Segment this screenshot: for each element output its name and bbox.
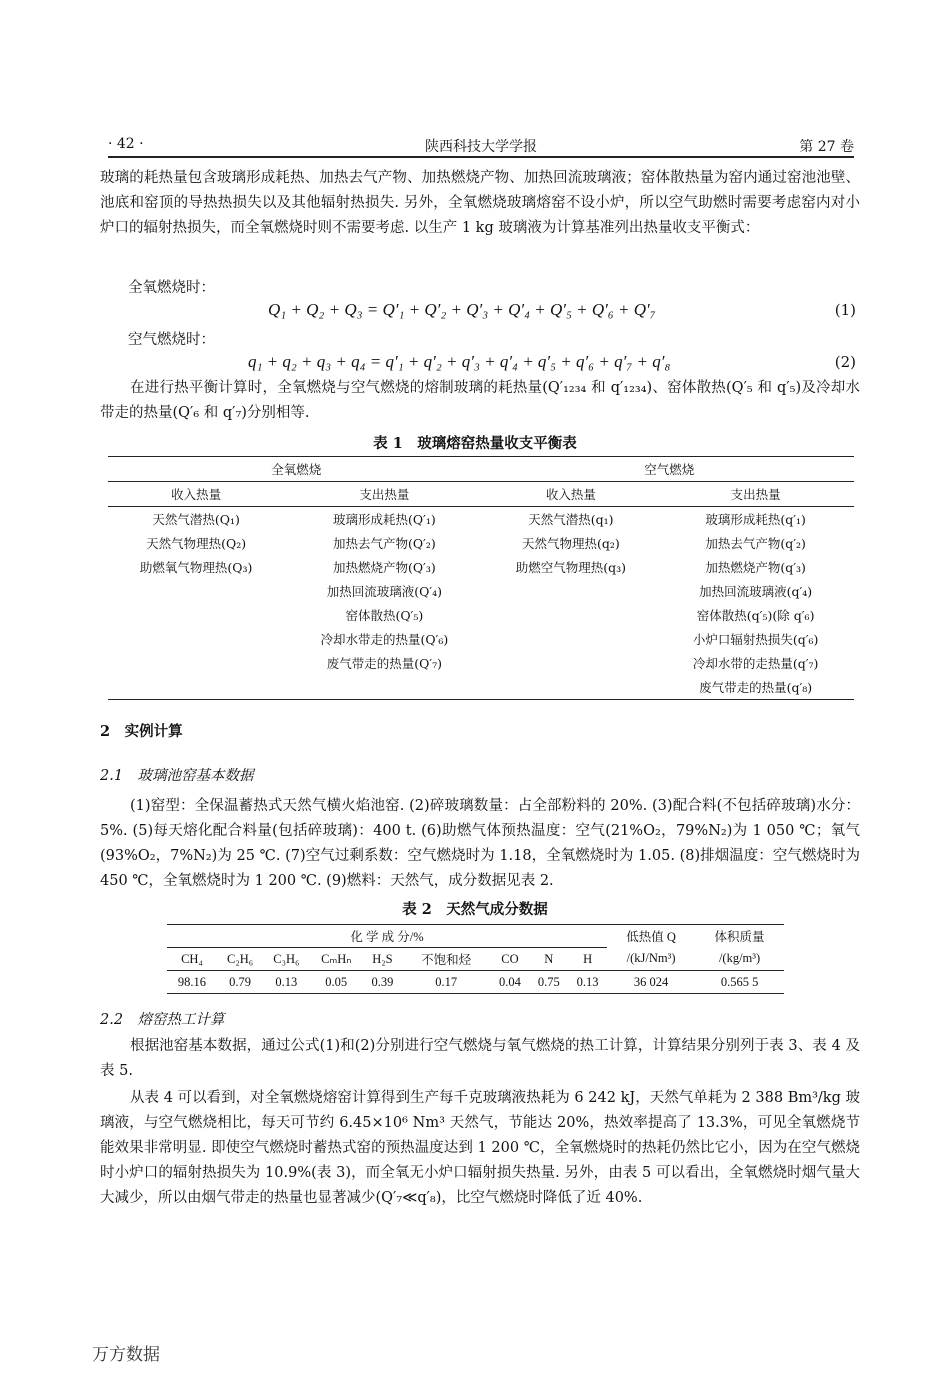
col-expense: 支出热量 <box>284 482 484 507</box>
table-row <box>108 555 854 579</box>
table-row <box>108 531 854 555</box>
col-ch4: CH₄ <box>181 951 203 966</box>
table-row <box>108 603 854 627</box>
calc-paragraph-1: 根据池窑基本数据，通过公式(1)和(2)分别进行空气燃烧与氧气燃烧的热工计算，计算结果分别列于表 3、表 4 及表 5. <box>100 1038 860 1079</box>
table-cell: 天然气潜热(q₁) <box>528 512 614 527</box>
col-income: 收入热量 <box>108 482 284 507</box>
table2-caption: 表 2 天然气成分数据 <box>402 901 548 918</box>
footer-watermark: 万方数据 <box>92 1345 160 1365</box>
table-cell: 0.05 <box>325 974 348 989</box>
table-cell <box>108 627 284 651</box>
table-cell: 加热去气产物(q′₂) <box>705 536 806 551</box>
table-cell: 98.16 <box>177 974 207 989</box>
eq2-label: 空气燃烧时： <box>128 332 215 348</box>
composition-group-header: 化 学 成 分/% <box>167 925 607 948</box>
data-paragraph: (1)窑型：全保温蓄热式天然气横火焰池窑. (2)碎玻璃数量：占全部粉料的 20%. (3)配合料(不包括碎玻璃)水分：5%. (5)每天熔化配合料量(包括碎玻璃)：400 t. (6)助燃气体预热温度：空气(21%O₂，79%N₂)为 1 050 ℃；氧气(93%O₂，7%N₂)为 25 ℃. (7)空气过剩系数：空气燃烧时为 1.18，全氧燃烧时为 1.05. (8)排烟温度：空气燃烧时为 450 ℃，全氧燃烧时为 1 200 ℃. (9)燃料：天然气，成分数据见表 2. <box>100 798 860 889</box>
col-h2s: H₂S <box>372 951 393 966</box>
table-cell: 玻璃形成耗热(Q′₁) <box>332 512 436 527</box>
heat-balance-table <box>108 456 854 700</box>
table-cell <box>108 603 284 627</box>
table-cell: 0.39 <box>371 974 394 989</box>
table-cell: 窑体散热(q′₅)(除 q′₆) <box>696 608 815 623</box>
table-cell: 玻璃形成耗热(q′₁) <box>705 512 806 527</box>
table-cell <box>485 651 658 675</box>
col-expense: 支出热量 <box>657 482 854 507</box>
calc-paragraph-2: 从表 4 可以看到，对全氧燃烧熔窑计算得到生产每千克玻璃液热耗为 6 242 kJ，天然气单耗为 2 388 Bm³/kg 玻璃液，与空气燃烧相比，每天可节约 6.45×10⁶ Nm³ 天然气，节能达 20%，热效率提高了 13.3%，可见全氧燃烧节能效果非常明显. 即使空气燃烧时蓄热式窑的预热温度达到 1 200 ℃，全氧燃烧时的热耗仍然比它小，因为在空气燃烧时小炉口的辐射热损失为 10.9%(表 3)，而全氧无小炉口辐射损失热量. 另外，由表 5 可以看出，全氧燃烧时烟气量大大减少，所以由烟气带走的热量也显著减少(Q′₇≪q′₈)，比空气燃烧时降低了近 40%. <box>100 1090 860 1206</box>
table-cell <box>485 675 658 700</box>
equation-1-number: (1) <box>834 301 856 319</box>
table-cell <box>485 627 658 651</box>
col-c3h6: C₃H₆ <box>273 951 300 966</box>
table-cell: 助燃氧气物理热(Q₃) <box>139 560 253 575</box>
table-cell: 助燃空气物理热(q₃) <box>515 560 626 575</box>
journal-name: 陕西科技大学学报 <box>425 139 537 155</box>
table-cell: 天然气物理热(Q₂) <box>146 536 247 551</box>
table-cell: 冷却水带的走热量(q′₇) <box>692 656 819 671</box>
volume-label: 第 27 卷 <box>799 139 854 155</box>
table-row <box>167 971 784 994</box>
table-cell: 加热去气产物(Q′₂) <box>332 536 436 551</box>
table-row <box>108 507 854 532</box>
section-2-1-heading: 2.1 玻璃池窑基本数据 <box>100 768 254 784</box>
table-cell: 0.13 <box>275 974 298 989</box>
table-cell: 36 024 <box>633 974 669 989</box>
table-cell: 0.565 5 <box>720 974 759 989</box>
table-cell <box>108 579 284 603</box>
table-row <box>108 675 854 700</box>
col-c2h6: C₂H₆ <box>227 951 254 966</box>
oxy-group-header: 全氧燃烧 <box>108 457 485 482</box>
col-unsaturated: 不饱和烃 <box>421 953 472 967</box>
table-cell: 废气带走的热量(Q′₇) <box>326 656 443 671</box>
table-cell: 天然气潜热(Q₁) <box>152 512 240 527</box>
table1-caption: 表 1 玻璃熔窑热量收支平衡表 <box>373 435 577 452</box>
table-cell: 小炉口辐射热损失(q′₆) <box>692 632 819 647</box>
equation-2: q₁ + q₂ + q₃ + q₄ = q′₁ + q′₂ + q′₃ + q′₄ + q′₅ + q′₆ + q′₇ + q′₈ <box>248 352 671 371</box>
col-co: CO <box>501 951 519 966</box>
equation-1: Q₁ + Q₂ + Q₃ = Q′₁ + Q′₂ + Q′₃ + Q′₄ + Q′₅ + Q′₆ + Q′₇ <box>268 300 656 319</box>
density-unit: /(kg/m³) <box>718 951 761 966</box>
page-number: · 42 · <box>108 136 144 152</box>
table-cell <box>108 675 284 700</box>
col-h: H <box>583 951 593 966</box>
air-group-header: 空气燃烧 <box>485 457 855 482</box>
table-row <box>108 627 854 651</box>
table-cell: 冷却水带走的热量(Q′₆) <box>320 632 449 647</box>
table-cell: 0.17 <box>435 974 458 989</box>
table-cell <box>108 651 284 675</box>
table-row <box>108 651 854 675</box>
table-cell: 加热回流玻璃液(q′₄) <box>699 584 813 599</box>
section-2-heading: 2 实例计算 <box>100 723 183 740</box>
table-cell: 加热燃烧产物(q′₃) <box>705 560 806 575</box>
table-cell: 废气带走的热量(q′₈) <box>657 675 854 700</box>
col-cmhn: CₘHₙ <box>321 952 352 966</box>
table-cell: 0.75 <box>537 974 560 989</box>
table-cell: 天然气物理热(q₂) <box>521 536 620 551</box>
table-row <box>108 579 854 603</box>
heat-value-header: 低热值 Q <box>607 925 695 948</box>
col-income: 收入热量 <box>485 482 658 507</box>
density-header: 体积质量 <box>695 925 784 948</box>
section-2-2-heading: 2.2 熔窑热工计算 <box>100 1012 225 1028</box>
gas-composition-table <box>167 924 784 994</box>
table-cell: 0.04 <box>499 974 521 989</box>
equation-2-number: (2) <box>834 353 856 371</box>
table-cell: 窑体散热(Q′₅) <box>345 608 424 623</box>
table-cell: 加热回流玻璃液(Q′₄) <box>326 584 443 599</box>
balance-paragraph: 在进行热平衡计算时，全氧燃烧与空气燃烧的熔制玻璃的耗热量(Q′₁₂₃₄ 和 q′₁₂₃₄)、窑体散热(Q′₅ 和 q′₅)及冷却水带走的热量(Q′₆ 和 q′₇)分别相等. <box>100 380 860 421</box>
table-cell: 加热燃烧产物(Q′₃) <box>332 560 436 575</box>
table-cell <box>284 675 484 700</box>
intro-paragraph: 玻璃的耗热量包含玻璃形成耗热、加热去气产物、加热燃烧产物、加热回流玻璃液；窑体散热量为窑内通过窑池池壁、池底和窑顶的导热热损失以及其他辐射热损失. 另外，全氧燃烧玻璃熔窑不设小炉，所以空气助燃时需要考虑窑内对小炉口的辐射热损失，而全氧燃烧时则不需要考虑. 以生产 1 kg 玻璃液为计算基准列出热量收支平衡式： <box>100 170 860 236</box>
table-cell: 0.13 <box>576 974 599 989</box>
eq1-label: 全氧燃烧时： <box>128 280 215 296</box>
col-n: N <box>544 951 554 966</box>
running-header <box>108 134 854 158</box>
table-cell <box>485 579 658 603</box>
table-cell: 0.79 <box>229 974 251 989</box>
table-cell <box>485 603 658 627</box>
heat-value-unit: /(kJ/Nm³) <box>626 951 676 966</box>
